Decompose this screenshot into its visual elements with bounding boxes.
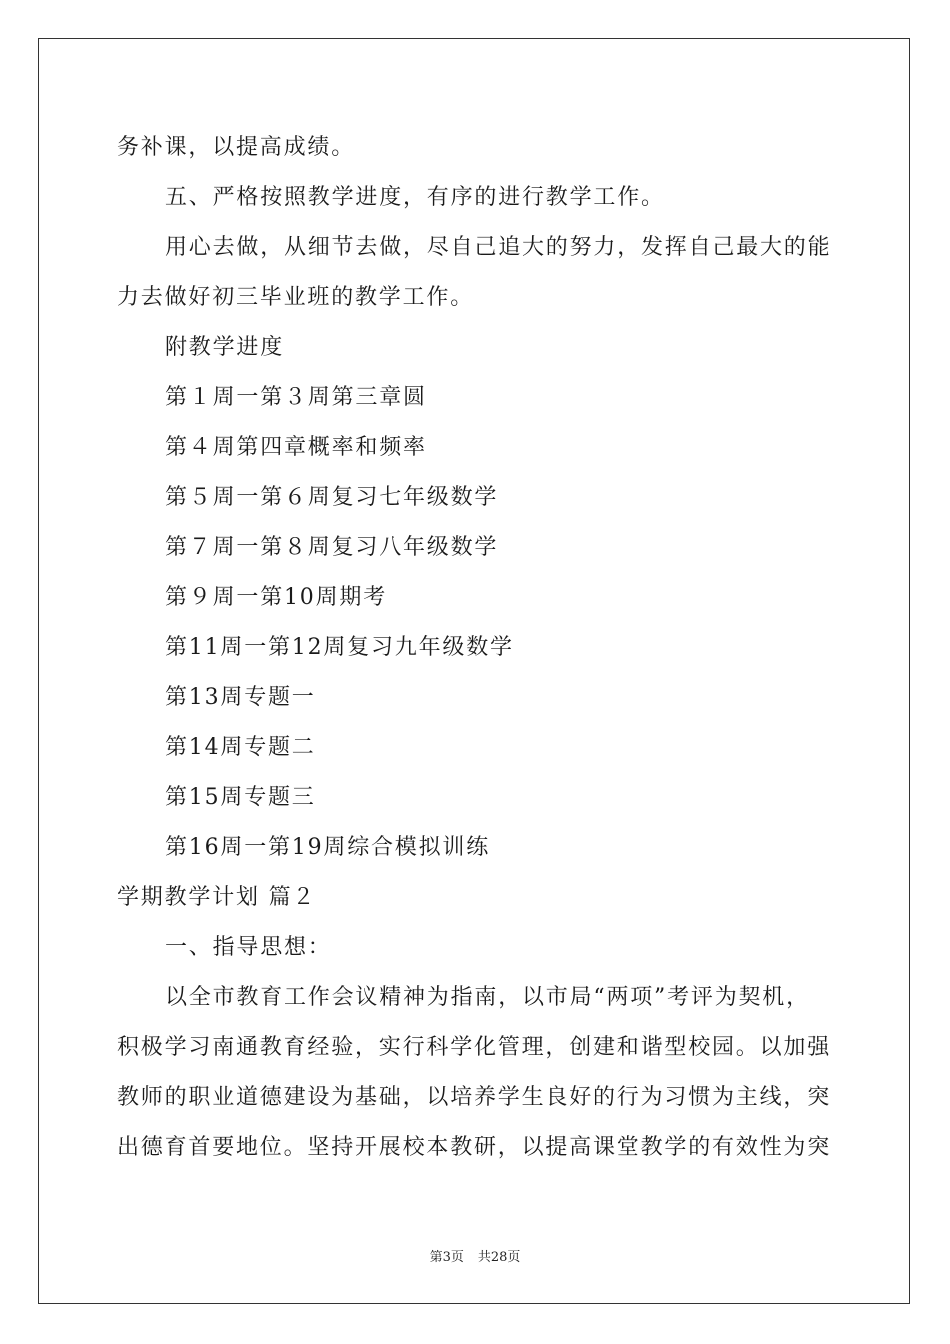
text-line: 第５周一第６周复习七年级数学 [165,485,499,510]
section-heading: 学期教学计划 篇２ [117,885,317,910]
text-line: 一、指导思想： [165,935,332,960]
text-line: 附教学进度 [165,335,285,360]
text-line: 第４周第四章概率和频率 [165,435,427,460]
text-line: 积极学习南通教育经验，实行科学化管理，创建和谐型校园。以加强 [117,1035,832,1060]
page-footer [0,1246,950,1265]
text-line: 第14周专题二 [165,735,316,760]
text-line: 务补课，以提高成绩。 [117,135,356,160]
text-line: 用心去做，从细节去做，尽自己追大的努力，发挥自己最大的能 [165,235,832,260]
text-line: 第９周一第10周期考 [165,585,387,610]
text-line: 五、严格按照教学进度，有序的进行教学工作。 [165,185,665,210]
text-line: 第16周一第19周综合模拟训练 [165,835,490,860]
text-line: 第11周一第12周复习九年级数学 [165,635,514,660]
text-line: 第７周一第８周复习八年级数学 [165,535,499,560]
text-line: 第15周专题三 [165,785,316,810]
text-line: 第13周专题一 [165,685,316,710]
text-line: 出德育首要地位。坚持开展校本教研，以提高课堂教学的有效性为突 [117,1135,832,1160]
text-line: 教师的职业道德建设为基础，以培养学生良好的行为习惯为主线，突 [117,1085,832,1110]
text-line: 力去做好初三毕业班的教学工作。 [117,285,475,310]
document-body [117,128,833,1178]
text-line: 第１周一第３周第三章圆 [165,385,427,410]
page-number: 第3页 [429,1250,464,1265]
page-total: 共28页 [477,1250,521,1265]
text-line: 以全市教育工作会议精神为指南，以市局“两项”考评为契机， [165,985,810,1010]
